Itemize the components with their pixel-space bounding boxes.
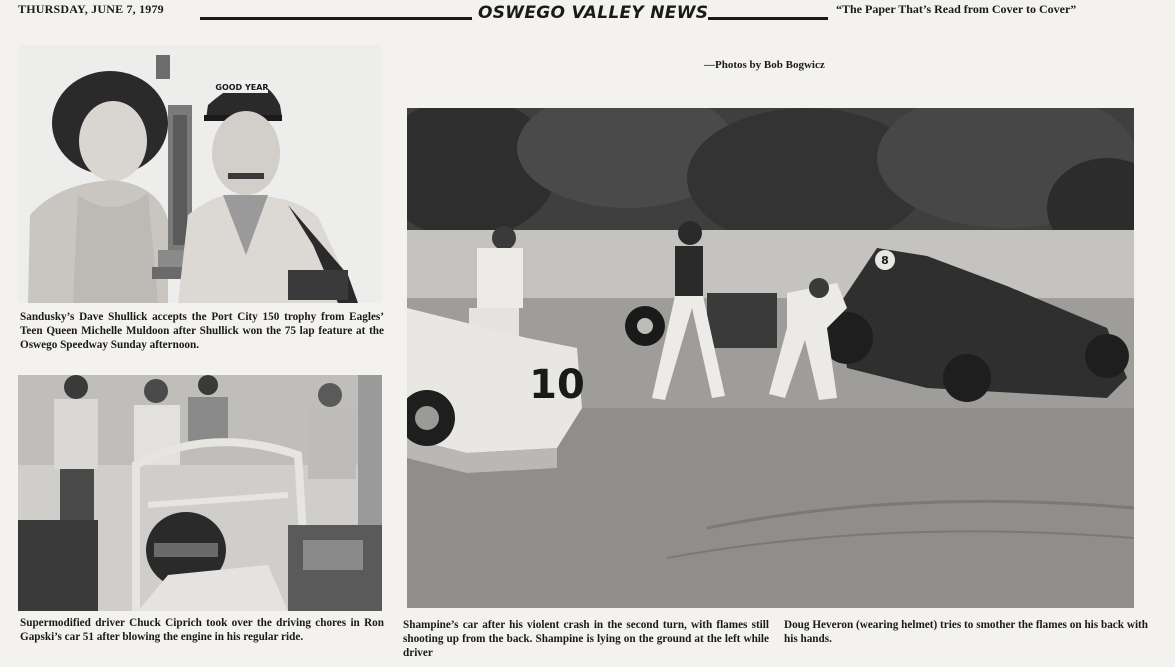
trophy-photo [18, 45, 382, 303]
supermodified-photo-graphic [18, 375, 382, 611]
newspaper-masthead: OSWEGO VALLEY NEWS [478, 3, 709, 23]
newspaper-slogan: “The Paper That’s Read from Cover to Cover” [836, 2, 1077, 16]
page-header [0, 0, 1175, 30]
crash-caption-right: Doug Heveron (wearing helmet) tries to smother the flames on his back with his hands. [784, 619, 1148, 645]
trophy-photo-graphic [18, 45, 382, 303]
crash-photo [407, 108, 1134, 608]
car-number-8: 8 [881, 254, 889, 267]
supermodified-photo [18, 375, 382, 611]
issue-date: THURSDAY, JUNE 7, 1979 [18, 2, 164, 16]
header-rule-right [708, 17, 828, 20]
photo-credit: —Photos by Bob Bogwicz [704, 59, 825, 71]
cap-logo-text: GOOD YEAR [215, 83, 269, 92]
supermodified-caption: Supermodified driver Chuck Ciprich took over the driving chores in Ron Gapski’s car 51 after blowing the engine in his regular ride. [20, 617, 384, 643]
trophy-caption: Sandusky’s Dave Shullick accepts the Port City 150 trophy from Eagles’ Teen Queen Michelle Muldoon after Shullick won the 75 lap feature at the Oswego Speedway Sunday afternoon. [20, 311, 384, 351]
car-number-10: 10 [529, 362, 585, 408]
crash-photo-graphic [407, 108, 1134, 608]
header-rule-left [200, 17, 472, 20]
crash-caption-left: Shampine’s car after his violent crash in the second turn, with flames still shooting up from the back. Shampine is lying on the ground at the left while driver [403, 619, 769, 659]
